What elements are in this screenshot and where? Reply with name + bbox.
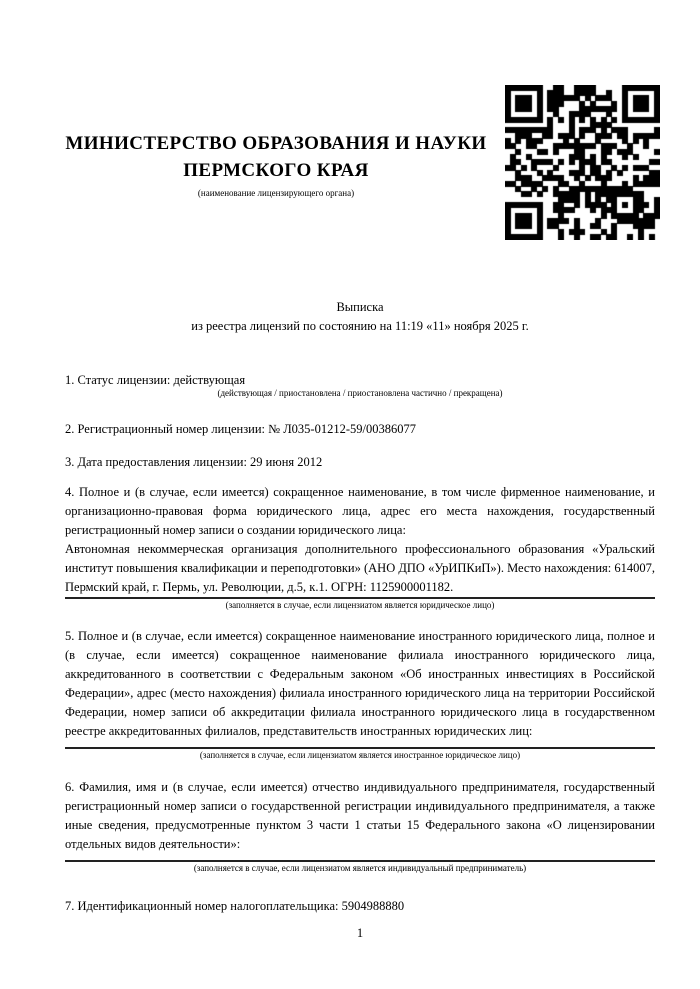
item-foreign-entity-label: 5. Полное и (в случае, если имеется) сокращенное наименование иностранного юридического лица, полное и (в случае, если имеется) сокращенное наименование филиала иностранного юридического лица, аккредитованного в соответствии с Федеральным законом «Об иностранных инвестициях в Российской Федерации», адрес (место нахождения) филиала иностранного юридического лица на территории Российской Федерации, номер записи об аккредитации филиала иностранного юридического лица в государственном реестре аккредитованных филиалов, представительств иностранных юридических лиц: [65, 629, 655, 738]
item-legal-entity-value: Автономная некоммерческая организация дополнительного профессионального образования «Уральский институт повышения квалификации и переподготовки» (АНО ДПО «УрИПКиП»). Место нахождения: 614007, Пермский край, г. Пермь, ул. Революции, д.5, к.1. ОГРН: 1125900001182. [65, 542, 655, 594]
document-body [65, 298, 655, 916]
page-number: 1 [356, 926, 364, 940]
item-legal-entity-label: 4. Полное и (в случае, если имеется) сокращенное наименование, в том числе фирменное наименование, и организационно-правовая форма юридического лица, адрес его места нахождения, государственный регистрационный номер записи о создании юридического лица: [65, 485, 655, 537]
ministry-name-line2: ПЕРМСКОГО КРАЯ [183, 160, 369, 181]
item-foreign-entity-note: (заполняется в случае, если лицензиатом является иностранное юридическое лицо) [199, 750, 521, 760]
item-entrepreneur-note: (заполняется в случае, если лицензиатом является индивидуальный предприниматель) [193, 863, 527, 873]
ministry-caption: (наименование лицензирующего органа) [197, 188, 355, 198]
document-title-line1: Выписка [336, 300, 384, 314]
item-registration-number: 2. Регистрационный номер лицензии: № Л035-01212-59/00386077 [65, 422, 416, 436]
item-license-status: 1. Статус лицензии: действующая [65, 373, 246, 387]
document-title [65, 298, 655, 336]
item-license-date: 3. Дата предоставления лицензии: 29 июня 2012 [65, 455, 323, 469]
document-title-line2: из реестра лицензий по состоянию на 11:19 «11» ноября 2025 г. [191, 319, 529, 333]
qr-code-icon [505, 85, 660, 240]
item-entrepreneur-label: 6. Фамилия, имя и (в случае, если имеется) отчество индивидуального предпринимателя, государственный регистрационный номер записи о государственной регистрации индивидуального предпринимателя, а также иные сведения, предусмотренные пунктом 3 части 1 статьи 15 Федерального закона «О лицензировании отдельных видов деятельности»: [65, 780, 655, 851]
item-license-status-note: (действующая / приостановлена / приостановлена частично / прекращена) [217, 388, 503, 398]
item-taxpayer-number: 7. Идентификационный номер налогоплательщика: 5904988880 [65, 899, 405, 913]
ministry-header [52, 130, 500, 199]
ministry-name-line1: МИНИСТЕРСТВО ОБРАЗОВАНИЯ И НАУКИ [65, 133, 487, 154]
item-legal-entity-note: (заполняется в случае, если лицензиатом является юридическое лицо) [225, 600, 495, 610]
